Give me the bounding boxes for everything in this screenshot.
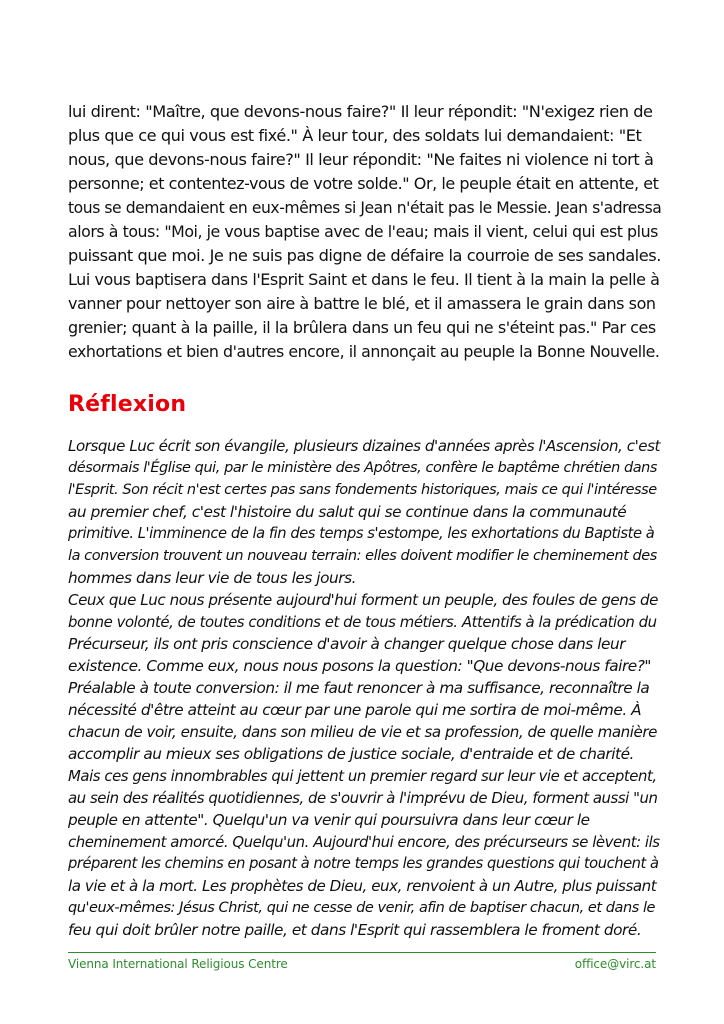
reflection-line: cheminement amorcé. Quelqu'un. Aujourd'hui encore, des précurseurs se lèvent: ils bbox=[68, 833, 660, 851]
footer-email-link[interactable]: office@virc.at bbox=[574, 957, 656, 971]
reflection-line: Préalable à toute conversion: il me faut renoncer à ma suffisance, reconnaître la bbox=[68, 679, 650, 697]
gospel-line: exhortations et bien d'autres encore, il annonçait au peuple la Bonne Nouvelle. bbox=[68, 342, 660, 361]
reflection-line: chacun de voir, ensuite, dans son milieu de vie et sa profession, de quelle manière bbox=[68, 723, 657, 741]
reflection-line: nécessité d'être atteint au cœur par une parole qui me sortira de moi-même. À bbox=[68, 701, 642, 719]
reflection-line: au premier chef, c'est l'histoire du salut qui se continue dans la communauté bbox=[68, 503, 627, 521]
gospel-line: nous, que devons-nous faire?" Il leur répondit: "Ne faites ni violence ni tort à bbox=[68, 150, 654, 169]
gospel-line: puissant que moi. Je ne suis pas digne de défaire la courroie de ses sandales. bbox=[68, 246, 661, 265]
reflection-line: l'Esprit. Son récit n'est certes pas sans fondements historiques, mais ce qui l'intéresse bbox=[68, 482, 657, 498]
gospel-line: personne; et contentez-vous de votre solde." Or, le peuple était en attente, et bbox=[68, 174, 659, 193]
reflection-line: Ceux que Luc nous présente aujourd'hui forment un peuple, des foules de gens de bbox=[68, 591, 659, 609]
gospel-line: vanner pour nettoyer son aire à battre le blé, et il amassera le grain dans son bbox=[68, 294, 656, 313]
reflection-line: au sein des réalités quotidiennes, de s'ouvrir à l'imprévu de Dieu, forment aussi "un bbox=[68, 789, 658, 807]
reflection-line: hommes dans leur vie de tous les jours. bbox=[68, 569, 357, 587]
reflection-line: existence. Comme eux, nous nous posons la question: "Que devons-nous faire?" bbox=[68, 657, 652, 675]
gospel-line: tous se demandaient en eux-mêmes si Jean n'était pas le Messie. Jean s'adressa bbox=[68, 199, 662, 217]
reflection-line: qu'eux-mêmes: Jésus Christ, qui ne cesse de venir, afin de baptiser chacun, et dans le bbox=[68, 900, 656, 916]
reflection-line: la vie et à la mort. Les prophètes de Dieu, eux, renvoient à un Autre, plus puissant bbox=[68, 877, 657, 895]
gospel-line: lui dirent: "Maître, que devons-nous faire?" Il leur répondit: "N'exigez rien de bbox=[68, 102, 653, 121]
reflection-line: la conversion trouvent un nouveau terrain: elles doivent modifier le cheminement des bbox=[68, 548, 657, 564]
reflection-line: accomplir au mieux ses obligations de justice sociale, d'entraide et de charité. bbox=[68, 745, 634, 763]
reflection-line: Lorsque Luc écrit son évangile, plusieurs dizaines d'années après l'Ascension, c'est bbox=[68, 437, 661, 455]
reflection-line: peuple en attente". Quelqu'un va venir qui poursuivra dans leur cœur le bbox=[68, 811, 590, 829]
reflection-line: Mais ces gens innombrables qui jettent un premier regard sur leur vie et acceptent, bbox=[68, 767, 657, 785]
reflection-line: feu qui doit brûler notre paille, et dans l'Esprit qui rassemblera le froment doré. bbox=[68, 921, 642, 939]
reflection-line: désormais l'Église qui, par le ministère des Apôtres, confère le baptême chrétien dans bbox=[68, 460, 658, 476]
reflection-line: bonne volonté, de toutes conditions et de tous métiers. Attentifs à la prédication du bbox=[68, 613, 657, 631]
gospel-line: alors à tous: "Moi, je vous baptise avec de l'eau; mais il vient, celui qui est plus bbox=[68, 222, 658, 241]
reflection-line: Précurseur, ils ont pris conscience d'avoir à changer quelque chose dans leur bbox=[68, 635, 626, 653]
reflection-line: préparent les chemins en posant à notre temps les grandes questions qui touchent à bbox=[68, 855, 659, 872]
gospel-line: plus que ce qui vous est fixé." À leur tour, des soldats lui demandaient: "Et bbox=[68, 126, 642, 145]
gospel-line: Lui vous baptisera dans l'Esprit Saint et dans le feu. Il tient à la main la pelle à bbox=[68, 270, 660, 289]
gospel-line: grenier; quant à la paille, il la brûlera dans un feu qui ne s'éteint pas." Par ces bbox=[68, 318, 656, 337]
reflection-heading: Réflexion bbox=[68, 392, 187, 417]
footer-organization: Vienna International Religious Centre bbox=[68, 957, 288, 971]
footer-divider bbox=[68, 952, 656, 953]
reflection-line: primitive. L'imminence de la fin des temps s'estompe, les exhortations du Baptiste à bbox=[68, 525, 655, 542]
